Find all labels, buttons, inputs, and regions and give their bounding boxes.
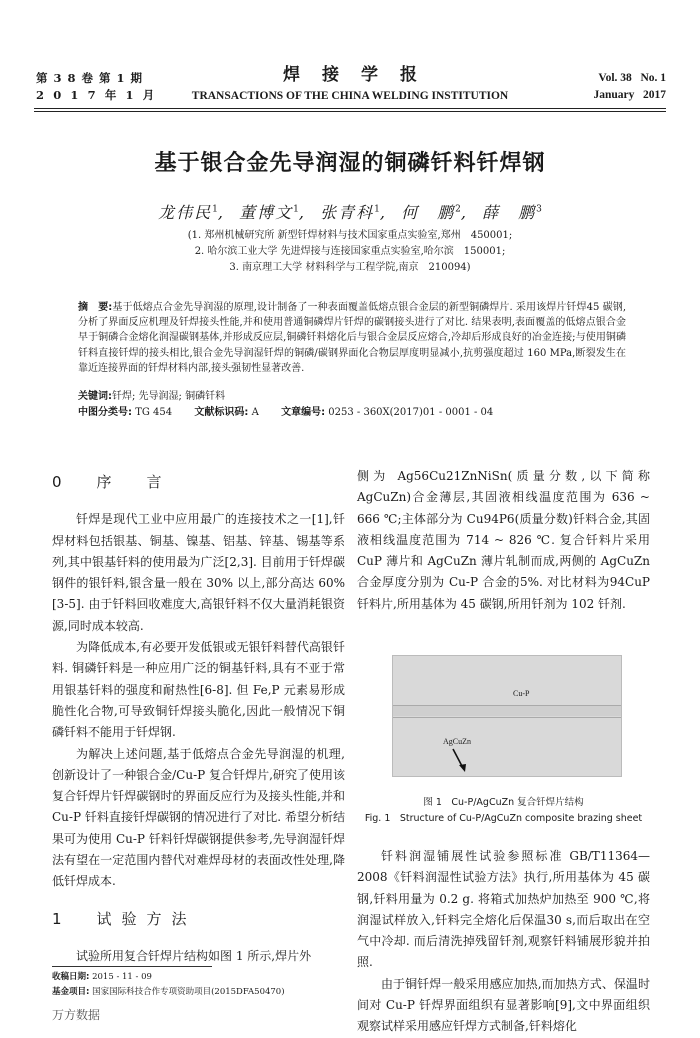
header-rule-thin [34, 111, 666, 112]
section-heading: 1 试验方法 [52, 909, 197, 928]
author: 龙伟民 [158, 203, 213, 222]
journal-title-cn: 焊接学报 [283, 65, 439, 85]
affiliations [0, 228, 700, 276]
abstract-text: 基于低熔点合金先导润湿的原理,设计制备了一种表面覆盖低熔点银合金层的新型铜磷焊片. 采用该焊片钎焊45 碳钢,分析了界面反应机理及钎焊接头性能,并和使用普通铜磷焊片钎焊的碳钢接头进行了对比. 结果表明,表面覆盖的低熔点银合金早于铜磷合金熔化润湿碳钢基体,并形成反应层,铜磷钎料熔化后与银合金层反应熔合,冷却后形成良好的冶金连接;与使用铜磷钎料直接钎焊的接头相比,银合金先导润湿钎焊的铜磷/碳钢界面化合物层厚度明显减小,抗剪强度超过 160 MPa,断裂发生在靠近连接界面的钎焊材料内部,接头强韧性显著改善. [78, 302, 626, 374]
paragraph: 为降低成本,有必要开发低银或无银钎料替代高银钎料. 铜磷钎料是一种应用广泛的铜基钎料,具有不亚于常用银基钎料的强度和耐热性[6-8]. 但 Fe,P 元素易形成脆性化合物,可导致铜钎焊接头脆化,因此一般情况下铜磷钎料不能用于钎焊钢. [52, 640, 345, 740]
affiliation: (1. 郑州机械研究所 新型钎焊材料与技术国家重点实验室,郑州 450001; [187, 230, 513, 241]
agcuzn-layer-bottom [393, 717, 621, 718]
issue-en: No. 1 [640, 72, 666, 84]
figure-image [392, 655, 622, 777]
journal-title-en: TRANSACTIONS OF THE CHINA WELDING INSTITUTION [191, 90, 509, 102]
received-date: 2015 - 11 - 09 [92, 972, 152, 982]
clc-label: 中图分类号: [78, 407, 132, 418]
date-cn: 2 0 1 7 年 1 月 [36, 88, 157, 102]
author: 张青科 [320, 203, 375, 222]
author: 何 鹏 [401, 203, 456, 222]
footnote-rule [52, 966, 212, 967]
paragraph: 钎焊是现代工业中应用最广的连接技术之一[1],钎焊材料包括银基、铜基、镍基、铝基、锌基、锡基等系列,其中银基钎料的使用最为广泛[2,3]. 目前用于钎焊碳钢件的银钎料,银含量一般在 30% 以上,部分高达 60%[3-5]. 由于钎料回收难度大,高银钎料不仅大量消耗银资源,同时成本较高. [52, 512, 345, 633]
year-en: 2017 [643, 89, 666, 101]
author-list: 龙伟民$^1$, 董博文$^1$, 张青科$^1$, 何 鹏$^2$, 薛 鹏$^3$ [158, 203, 542, 222]
section-heading: 0 序 言 [52, 473, 172, 491]
journal-issue-info [36, 70, 157, 104]
received-label: 收稿日期: [52, 972, 90, 982]
article-number: 0253 - 360X(2017)01 - 0001 - 04 [328, 407, 494, 418]
footnote [52, 970, 285, 1000]
author: 薛 鹏 [482, 203, 537, 222]
clc-code: TG 454 [135, 407, 173, 418]
label-cup: Cu-P [513, 689, 530, 698]
affiliation: 2. 哈尔滨工业大学 先进焊接与连接国家重点实验室,哈尔滨 150001; [194, 246, 506, 257]
header-rule [34, 108, 666, 109]
keywords-text: 钎焊; 先导润湿; 铜磷钎料 [112, 391, 226, 402]
abstract [78, 300, 626, 376]
paragraph: 由于铜钎焊一般采用感应加热,而加热方式、保温时间对 Cu-P 钎焊界面组织有显著影响[9],文中界面组织观察试样采用感应钎焊方式制备,钎料熔化 [357, 976, 650, 1034]
figure-caption-en: Fig. 1 Structure of Cu-P/AgCuZn composite brazing sheet [364, 813, 643, 824]
doc-label: 文献标识码: [194, 407, 249, 418]
month-en: January [593, 89, 635, 101]
arrow-icon [451, 748, 471, 774]
article-label: 文章编号: [281, 407, 326, 418]
volume-en: Vol. 38 [598, 72, 632, 84]
right-column-bottom [357, 846, 650, 1038]
paper-title: 基于银合金先导润湿的铜磷钎料钎焊钢 [154, 151, 546, 176]
figure-caption-cn: 图 1 Cu-P/AgCuZn 复合钎焊片结构 [423, 797, 584, 808]
keywords-label: 关键词: [78, 391, 112, 402]
left-column [52, 472, 345, 967]
journal-title [160, 62, 540, 104]
watermark: 万方数据 [52, 1008, 101, 1022]
affiliation: 3. 南京理工大学 材料科学与工程学院,南京 210094) [229, 262, 471, 273]
paragraph: 为解决上述问题,基于低熔点合金先导润湿的机理,创新设计了一种银合金/Cu-P 复合钎焊片,研究了使用该复合钎焊片钎焊碳钢时的界面反应行为及接头性能,并和 Cu-P 钎料直接钎焊碳钢的情况进行了对比. 希望分析结果可为使用 Cu-P 钎料钎焊碳钢提供参考,先导润湿钎焊法有望在一定范围内替代对难焊母材的表面改性处理,降低钎焊成本. [52, 746, 345, 889]
right-column-top [357, 466, 650, 615]
fund-text: 国家国际科技合作专项资助项目(2015DFA50470) [92, 987, 285, 997]
fund-label: 基金项目: [52, 987, 90, 997]
author: 董博文 [239, 203, 294, 222]
abstract-label: 摘 要: [78, 302, 113, 313]
journal-issue-en [593, 70, 666, 104]
agcuzn-layer-top [393, 705, 621, 706]
paragraph: 试验所用复合钎焊片结构如图 1 所示,焊片外 [76, 948, 312, 963]
volume-issue-cn: 第 3 8 卷 第 1 期 [36, 71, 144, 85]
doc-code: A [251, 407, 259, 418]
label-agcuzn: AgCuZn [443, 737, 471, 746]
classification-line [78, 405, 493, 420]
paragraph: 侧为 Ag56Cu21ZnNiSn(质量分数,以下简称 AgCuZn)合金薄层,其固液相线温度范围为 636 ~ 666 ℃;主体部分为 Cu94P6(质量分数)钎料合金,其固液相线温度范围为 714 ~ 826 ℃. 复合钎料片采用 CuP 薄片和 AgCuZn 薄片轧制而成,两侧的 AgCuZn 合金厚度分别为 Cu-P 合金的5%. 对比材料为94CuP 钎料片,所用基体为 45 碳钢,所用钎剂为 102 钎剂. [357, 469, 650, 611]
keywords [78, 389, 225, 404]
cup-layer [393, 706, 621, 716]
paragraph: 钎料润湿铺展性试验参照标准 GB/T11364—2008《钎料润湿性试验方法》执行,所用基体为 45 碳钢,钎料用量为 0.2 g. 将箱式加热炉加热至 900 ℃,将润湿试样放入,钎料完全熔化后保温30 s,而后取出在空气中冷却. 而后清洗掉残留钎剂,观察钎料铺展形貌并拍照. [357, 849, 650, 970]
